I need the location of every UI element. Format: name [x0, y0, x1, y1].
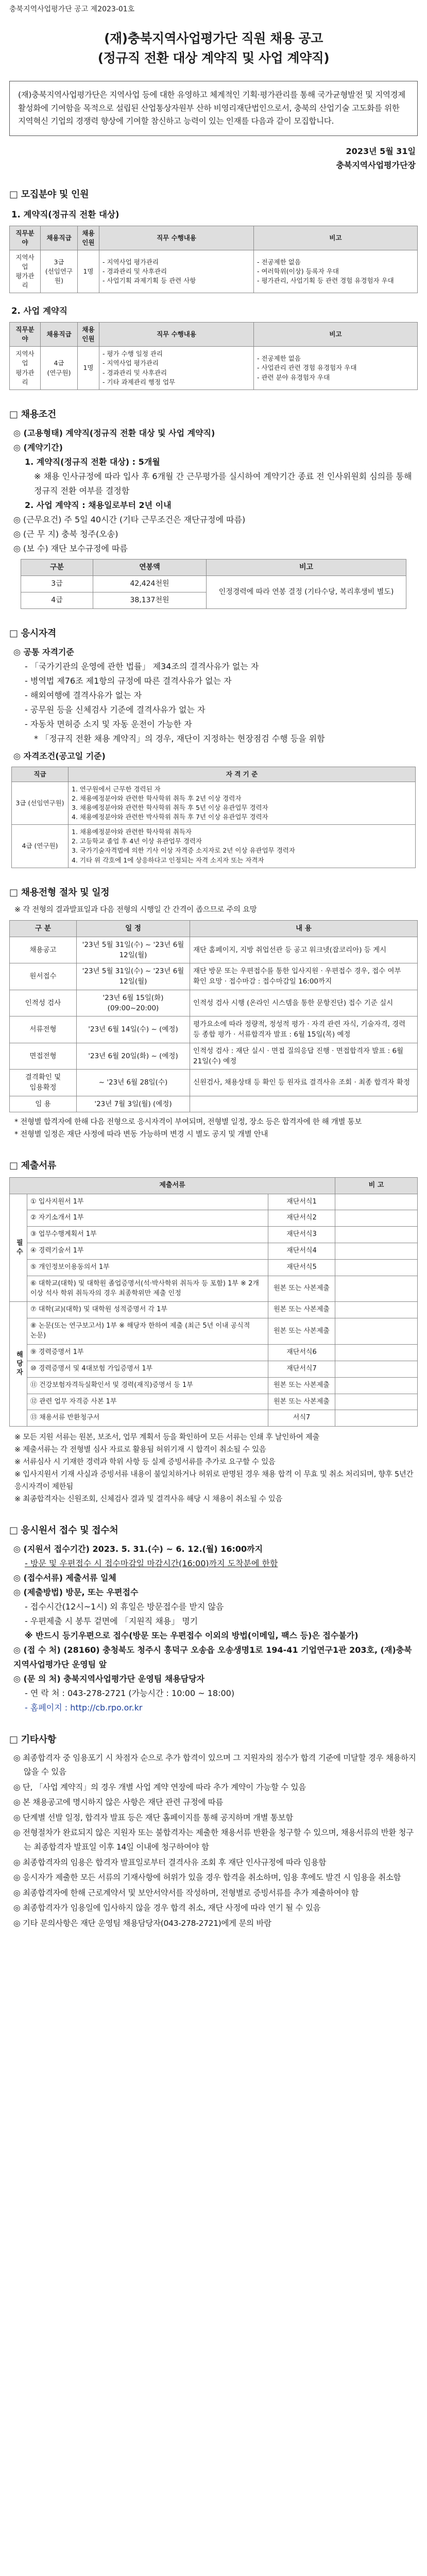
intro-box: (재)충북지역사업평가단은 지역사업 등에 대한 유영하고 체계적인 기획·평가관리를 통해 국가균형발전 및 지역경제 활성화에 기여함을 목적으로 설립된 산업통상자원부 산하 비영리재단법인으로서, 충북의 산업기술 고도화를 위한 지역혁신 기업의 경쟁력 향상에 기여할 참신하고 능력이 있는 인재를 다음과 같이 모집합니다.: [9, 81, 418, 136]
documents-notes: [9, 1432, 418, 1506]
pay-remark: 인정경력에 따라 연봉 결정 (기타수당, 복리후생비 별도): [207, 575, 406, 608]
pay-amount: 38,137천원: [93, 592, 207, 608]
remark-item: - 전공제한 없음: [257, 354, 301, 363]
work-hours: ◎ (근무요건) 주 5일 40시간 (기타 근무조건은 재단규정에 따름): [13, 514, 246, 524]
salary-label: ◎ (보 수) 재단 보수규정에 따름: [13, 543, 128, 553]
doc-note: 원본 또는 사본제출: [268, 1302, 335, 1318]
duty-item: - 지역사업 평가관리: [103, 258, 159, 266]
content-cell: 재단 홈페이지, 지방 취업선관 등 공고 워크넷(잡코리아) 등 게시: [190, 937, 418, 963]
application-method-item: - 접수시간(12시~1시) 외 휴일은 방문접수를 받지 않음: [25, 1601, 224, 1612]
doc-note-line: ※ 제출서류는 각 전형별 심사 자료로 활용됨 허위기재 시 합격이 취소될 수 있음: [14, 1446, 266, 1454]
req-items: [69, 825, 416, 868]
section-application: □ 응시원서 접수 및 접수처: [9, 1524, 118, 1536]
criteria-note: * 「정규직 전환 채용 계약직」의 경우, 재단이 지정하는 현장점검 수행 등을 위함: [34, 733, 325, 743]
field-cell: 지역사업 평가관리: [10, 250, 41, 293]
table-row: [10, 1243, 418, 1260]
date-cell: '23년 6월 14일(수) ~ (예정): [77, 1016, 190, 1043]
table-header: 비고: [207, 559, 406, 575]
content-cell: 인적성 검사 : 재단 실시 · 면접 질의응답 진행 · 면접합격자 발표 : 6월 21일(수) 예정: [190, 1043, 418, 1070]
count-cell: 1명: [78, 347, 99, 390]
table-header: 연봉액: [93, 559, 207, 575]
pay-table: [21, 559, 406, 609]
req-item: 4. 기타 위 각호에 1에 상응하다고 인정되는 자격 소지자 또는 자격자: [72, 856, 264, 864]
table-row: [10, 1259, 418, 1276]
table-row: [10, 1377, 418, 1394]
req-items: [69, 782, 416, 825]
etc-item: ◎ 단, 「사업 계약직」의 경우 개별 사업 계약 연장에 따라 추가 계약이 가능할 수 있음: [13, 1782, 306, 1792]
table-header-row: [10, 1177, 418, 1194]
doc-item: ② 자기소개서 1부: [27, 1210, 268, 1227]
table-header: 일 정: [77, 921, 190, 937]
table-row: [10, 1227, 418, 1243]
doc-item: ⑨ 경력증명서 1부: [27, 1345, 268, 1361]
table-row: [10, 1345, 418, 1361]
qualifications-body: [9, 645, 418, 764]
doc-extra: [335, 1194, 418, 1210]
table-header: 채용직급: [41, 323, 78, 347]
remarks-cell: [254, 347, 418, 390]
doc-extra: [335, 1302, 418, 1318]
req-item: 3. 채용예정분야와 관련한 학사학위 취득 후 5년 이상 유관업무 경력자: [72, 803, 268, 811]
employment-type: ◎ (고용형태) 계약직(정규직 전환 대상 및 사업 계약직): [13, 428, 215, 438]
criteria-item: - 병역법 제76조 제1항의 규정에 따른 결격사유가 없는 자: [25, 675, 232, 686]
req-table: [11, 767, 416, 868]
fields-table-1: [9, 226, 418, 294]
table-row: [10, 990, 418, 1016]
contract-period-1: 1. 계약직(정규직 전환 대상) : 5개월: [25, 456, 160, 467]
title-line-2: (정규직 전환 대상 계약직 및 사업 계약직): [97, 50, 330, 66]
doc-note-line: ※ 최종합격자는 신원조회, 신체검사 결과 및 결격사유 해당 시 채용이 취소될 수 있음: [14, 1495, 283, 1503]
doc-extra: [335, 1345, 418, 1361]
date-cell: '23년 6월 20일(화) ~ (예정): [77, 1043, 190, 1070]
remark-item: - 전공제한 없음: [257, 258, 301, 266]
date-cell: '23년 5월 31일(수) ~ '23년 6월 12일(월): [77, 963, 190, 990]
stage-cell: 채용공고: [10, 937, 77, 963]
pay-amount: 42,424천원: [93, 575, 207, 592]
doc-note: 재단서식3: [268, 1227, 335, 1243]
doc-item: ③ 업무수행계획서 1부: [27, 1227, 268, 1243]
table-row: [10, 1410, 418, 1427]
section-etc: □ 기타사항: [9, 1734, 57, 1745]
table-header: 내 용: [190, 921, 418, 937]
fields-table-2: [9, 322, 418, 390]
req-item: 4. 채용예정분야와 관련한 박사학위 취득 후 7년 이상 유관업무 경력자: [72, 813, 268, 821]
table-row: [12, 825, 416, 868]
duty-item: - 경과관리 및 사후관리: [103, 368, 167, 377]
grade-cell: 4급 (연구원): [41, 347, 78, 390]
schedule-note: * 전형별 일정은 재단 사정에 따라 변동 가능하며 변경 시 별도 공지 및 개별 안내: [14, 1130, 268, 1139]
doc-item: ⑥ 대학교(대학) 및 대학원 졸업증명서(석·박사학위 취득자 등 포함) 1부 ※ 2개 이상 석사 학위 취득자의 경우 최종학위만 제출 인정: [27, 1276, 268, 1302]
section-qualifications: □ 응시자격: [9, 628, 57, 639]
subsection-project-contract: 2. 사업 계약직: [11, 306, 67, 316]
duty-item: - 경과관리 및 사후관리: [103, 267, 167, 276]
table-row: [10, 1070, 418, 1096]
doc-note-line: ※ 모든 지원 서류는 원본, 보조서, 업무 계획서 등을 확인하여 모든 서류는 인쇄 후 날인하여 제출: [14, 1433, 320, 1442]
table-row: [10, 1043, 418, 1070]
doc-note: 서식7: [268, 1410, 335, 1427]
doc-note: 원본 또는 사본제출: [268, 1318, 335, 1345]
doc-note: 재단서식7: [268, 1361, 335, 1377]
etc-item: ◎ 단계별 선발 일정, 합격자 발표 등은 재단 홈페이지를 통해 공지하며 개별 통보함: [13, 1812, 293, 1822]
section-conditions: □ 채용조건: [9, 409, 57, 420]
doc-extra: [335, 1394, 418, 1410]
contact-phone: - 연 락 처 : 043-278-2721 (가능시간 : 10:00 ~ 18:00): [25, 1688, 235, 1698]
subsection-regular-contract: 1. 계약직(정규직 전환 대상): [11, 210, 119, 220]
count-cell: 1명: [78, 250, 99, 293]
criteria-item: - 공무원 등을 신체검사 기준에 결격사유가 없는 자: [25, 704, 206, 715]
table-header: 비고: [254, 226, 418, 250]
application-method-item: - 우편제출 시 봉투 겉면에 「지원직 채용」 명기: [25, 1616, 198, 1626]
table-header: 자 격 기 준: [69, 767, 416, 782]
table-row: [21, 575, 406, 592]
duty-item: - 사업기획 과제기획 등 관련 사항: [103, 277, 196, 285]
table-header-row: [12, 767, 416, 782]
etc-item: ◎ 최종합격자의 임용은 합격자 발표일로부터 결격사유 조회 후 재단 인사규정에 따라 임용함: [13, 1857, 327, 1867]
doc-note: 재단서식6: [268, 1345, 335, 1361]
table-row: [12, 782, 416, 825]
application-method: ◎ (제출방법) 방문, 또는 우편접수: [13, 1587, 139, 1597]
req-criteria-label: ◎ 자격조건(공고일 기준): [13, 751, 106, 761]
stage-cell: 원서접수: [10, 963, 77, 990]
content-cell: 신원검사, 채용상태 등 확인 등 원자료 결격사유 조회 · 최종 합격자 확정: [190, 1070, 418, 1096]
content-cell: 평가요소에 따라 정량적, 정성적 평가 · 자격 관련 자식, 기술자격, 경력 등 종합 평가 · 서류합격자 발표 : 6월 15일(목) 예정: [190, 1016, 418, 1043]
table-row: [10, 1394, 418, 1410]
schedule-table: [9, 920, 418, 1112]
pay-grade: 4급: [21, 592, 93, 608]
etc-item: ◎ 최종합격자 중 임용포기 시 차점자 순으로 추가 합격이 있으며 그 지원자의 점수가 합격 기준에 미달할 경우 채용하지 않을 수 있음: [13, 1753, 416, 1777]
criteria-item: - 자동차 면허증 소지 및 자동 운전이 가능한 자: [25, 719, 192, 729]
section-recruitment-fields: □ 모집분야 및 인원: [9, 189, 89, 200]
doc-note: 재단서식1: [268, 1194, 335, 1210]
notice-number: 충북지역사업평가단 공고 제2023-01호: [9, 5, 135, 13]
date-signature: [9, 144, 418, 172]
doc-note: 재단서식4: [268, 1243, 335, 1260]
doc-extra: [335, 1210, 418, 1227]
duty-item: - 평가 수행 일정 관리: [103, 350, 163, 358]
table-row: [10, 1210, 418, 1227]
criteria-item: - 「국가기관의 운영에 관한 법률」 제34조의 결격사유가 없는 자: [25, 661, 259, 671]
table-header: 비고: [254, 323, 418, 347]
doc-extra: [335, 1259, 418, 1276]
field-cell: 지역사업 평가관리: [10, 347, 41, 390]
contact-label: ◎ (문 의 처) 충북지역사업평가단 운영팀 채용담당자: [13, 1673, 205, 1684]
schedule-desc: ※ 각 전형의 결과발표일과 다음 전형의 시행일 간 간격이 좁으므로 주의 요망: [14, 905, 257, 914]
table-header: 직무 수행내용: [99, 226, 254, 250]
conditions-body: [9, 426, 418, 556]
doc-note-line: ※ 서류심사 시 기재한 경력과 학위 사항 등 실제 증빙서류를 추가로 요구할 수 있음: [14, 1458, 276, 1467]
remark-item: - 사업관리 관련 경험 유경험자 우대: [257, 364, 357, 372]
docs-group-required: 필수: [10, 1194, 27, 1302]
homepage-link[interactable]: - 홈페이지 : http://cb.rpo.or.kr: [25, 1702, 143, 1713]
doc-extra: [335, 1318, 418, 1345]
notice-date: 2023년 5월 31일: [346, 146, 416, 156]
application-deadline-note: - 방문 및 우편접수 시 접수마감일 마감시간(16:00)까지 도착분에 한함: [25, 1558, 278, 1568]
etc-item: ◎ 응시자가 제출한 모든 서류의 기재사항에 허위가 있을 경우 합격을 취소하며, 임용 후에도 발견 시 임용을 취소함: [13, 1873, 401, 1883]
schedule-notes: [9, 1116, 418, 1141]
application-docs: ◎ (접수서류) 제출서류 일체: [13, 1572, 116, 1583]
table-header: 제출서류: [10, 1177, 335, 1194]
grade-cell: 3급 (선임연구원): [41, 250, 78, 293]
doc-extra: [335, 1243, 418, 1260]
content-cell: [190, 1096, 418, 1112]
application-address: ◎ (접 수 처) (28160) 충청북도 청주시 흥덕구 오송읍 오송생명1로 194-41 기업연구1관 203호, (재)충북지역사업평가단 운영팀 앞: [13, 1645, 412, 1669]
doc-item: ⑪ 건강보험자격득실확인서 및 경력(재직)증명서 등 1부: [27, 1377, 268, 1394]
req-item: 3. 국가기술자격법에 의한 기사 이상 자격증 소지자로 2년 이상 유관업무 경력자: [72, 846, 295, 855]
table-header: 구 분: [10, 921, 77, 937]
contract-period-note: ※ 채용 인사규정에 따라 입사 후 6개월 간 근무평가를 실시하여 계약기간 종료 전 인사위원회 심의를 통해 정규직 전환 여부를 결정함: [34, 471, 412, 496]
doc-extra: [335, 1361, 418, 1377]
table-row: [10, 1194, 418, 1210]
table-header: 비 고: [335, 1177, 418, 1194]
doc-note: 원본 또는 사본제출: [268, 1394, 335, 1410]
duties-cell: [99, 250, 254, 293]
application-period: ◎ (지원서 접수기간) 2023. 5. 31.(수) ~ 6. 12.(월) 16:00까지: [13, 1544, 263, 1554]
table-header: 직무 수행내용: [99, 323, 254, 347]
doc-item: ⑤ 개인정보이용동의서 1부: [27, 1259, 268, 1276]
duty-item: - 지역사업 평가관리: [103, 359, 159, 367]
table-header-row: [10, 323, 418, 347]
table-header: 구분: [21, 559, 93, 575]
section-schedule: □ 채용전형 절차 및 일정: [9, 887, 110, 898]
doc-item: ① 입사지원서 1부: [27, 1194, 268, 1210]
title-line-1: (재)충북지역사업평가단 직원 채용 공고: [104, 30, 323, 46]
docs-group-optional: 해당자: [10, 1302, 27, 1427]
table-row: [10, 347, 418, 390]
etc-list: [9, 1751, 418, 1931]
doc-note: 원본 또는 사본제출: [268, 1276, 335, 1302]
doc-item: ⑩ 경력증명서 및 4대보험 가입증명서 1부: [27, 1361, 268, 1377]
req-table-wrap: [9, 764, 418, 868]
table-header: 직무분야: [10, 323, 41, 347]
section-documents: □ 제출서류: [9, 1160, 57, 1171]
req-grade: 4급 (연구원): [12, 825, 69, 868]
contract-period-label: ◎ (계약기간): [13, 442, 63, 452]
remark-item: - 여러학위(이상) 등록자 우대: [257, 267, 339, 276]
stage-cell: 결격확인 및 임용확정: [10, 1070, 77, 1096]
stage-cell: 인적성 검사: [10, 990, 77, 1016]
table-row: [10, 1302, 418, 1318]
remark-item: - 관련 분야 유경험자 우대: [257, 373, 330, 381]
doc-note: 재단서식2: [268, 1210, 335, 1227]
table-row: [10, 1318, 418, 1345]
doc-note: 원본 또는 사본제출: [268, 1377, 335, 1394]
date-cell: '23년 7월 3일(월) (예정): [77, 1096, 190, 1112]
req-item: 2. 채용예정분야와 관련한 학사학위 취득 후 2년 이상 경력자: [72, 794, 242, 802]
req-item: 2. 고등학교 졸업 후 4년 이상 유관업무 경력자: [72, 837, 202, 845]
stage-cell: 임 용: [10, 1096, 77, 1112]
schedule-note: * 전형별 합격자에 한해 다음 전형으로 응시자격이 부여되며, 전형별 일정, 장소 등은 합격자에 한 해 개별 통보: [14, 1117, 362, 1126]
content-cell: 재단 방문 또는 우편접수를 통한 입사지원 · 우편접수 경우, 접수 여부 확인 요망 · 접수마감 : 접수마감일 16:00까지: [190, 963, 418, 990]
table-header: 채용인원: [78, 226, 99, 250]
duty-item: - 기타 과제관리 행정 업무: [103, 378, 176, 386]
duties-cell: [99, 347, 254, 390]
pay-grade: 3급: [21, 575, 93, 592]
req-grade: 3급 (선임연구원): [12, 782, 69, 825]
table-header: 채용직급: [41, 226, 78, 250]
doc-item: ⑬ 채용서류 반환청구서: [27, 1410, 268, 1427]
page-title: [9, 29, 418, 69]
doc-item: ⑧ 논문(또는 연구보고서) 1부 ※ 해당자 한하여 제출 (최근 5년 이내 공식적 논문): [27, 1318, 268, 1345]
table-row: [10, 250, 418, 293]
issuer: 충북지역사업평가단장: [336, 160, 416, 171]
common-criteria-label: ◎ 공통 자격기준: [13, 647, 74, 657]
work-location: ◎ (근 무 지) 충북 청주(오송): [13, 529, 118, 539]
content-cell: 인적성 검사 시행 (온라인 시스템을 통한 문항진단) 접수 기준 실시: [190, 990, 418, 1016]
contract-period-2: 2. 사업 계약직 : 채용일로부터 2년 이내: [25, 500, 172, 510]
table-header: 채용인원: [78, 323, 99, 347]
remarks-cell: [254, 250, 418, 293]
application-body: [9, 1542, 418, 1715]
doc-extra: [335, 1276, 418, 1302]
pay-table-wrap: [9, 556, 418, 609]
table-header-row: [21, 559, 406, 575]
table-header: 직무분야: [10, 226, 41, 250]
doc-item: ⑫ 관련 업무 자격증 사본 1부: [27, 1394, 268, 1410]
table-row: [10, 1096, 418, 1112]
date-cell: '23년 5월 31일(수) ~ '23년 6월 12일(월): [77, 937, 190, 963]
req-item: 1. 연구원에서 근무한 경력된 자: [72, 785, 161, 793]
doc-note-line: ※ 입사지원서 기재 사실과 증빙서류 내용이 불일치하거나 허위로 판명된 경우 채용 합격 이 무효 및 취소 처리되며, 향후 5년간 응시자격이 제한됨: [14, 1470, 414, 1491]
table-header: 직급: [12, 767, 69, 782]
doc-extra: [335, 1377, 418, 1394]
doc-item: ④ 경력기술서 1부: [27, 1243, 268, 1260]
table-header-row: [10, 921, 418, 937]
etc-item: ◎ 본 채용공고에 명시하지 않은 사항은 재단 관련 규정에 따름: [13, 1798, 224, 1807]
doc-item: ⑦ 대학(교)(대학) 및 대학원 성적증명서 각 1부: [27, 1302, 268, 1318]
table-row: [10, 1016, 418, 1043]
stage-cell: 서류전형: [10, 1016, 77, 1043]
etc-item: ◎ 최종합격자가 임용일에 입사하지 않을 경우 합격 취소, 재단 사정에 따라 연기 될 수 있음: [13, 1903, 321, 1913]
req-item: 1. 채용예정분야와 관련한 학사학위 취득자: [72, 828, 192, 836]
date-cell: ~ '23년 6월 28일(수): [77, 1070, 190, 1096]
table-row: [10, 963, 418, 990]
doc-note: 재단서식5: [268, 1259, 335, 1276]
stage-cell: 면접전형: [10, 1043, 77, 1070]
doc-extra: [335, 1410, 418, 1427]
application-method-warning: ※ 반드시 등기우편으로 접수(방문 또는 우편접수 이외의 방법(이메일, 팩스 등)은 접수불가): [25, 1630, 358, 1640]
date-cell: '23년 6월 15일(화) (09:00~20:00): [77, 990, 190, 1016]
criteria-item: - 해외여행에 결격사유가 없는 자: [25, 690, 142, 700]
remark-item: - 평가관리, 사업기획 등 관련 경험 유경험자 우대: [257, 277, 394, 285]
documents-table: [9, 1177, 418, 1427]
table-row: [10, 1361, 418, 1377]
etc-item: ◎ 기타 문의사항은 재단 운영팀 채용담당자(043-278-2721)에게 문의 바람: [13, 1918, 271, 1928]
table-header-row: [10, 226, 418, 250]
table-row: [10, 1276, 418, 1302]
etc-item: ◎ 최종합격자에 한해 근로계약서 및 보안서약서를 작성하며, 전형별로 증빙서류를 추가 제출하여야 함: [13, 1888, 359, 1897]
etc-item: ◎ 전형절차가 완료되지 않은 지원자 또는 불합격자는 제출한 채용서류 반환을 청구할 수 있으며, 채용서류의 반환 청구는 최종합격자 발표일 이후 14일 이내에 청구하여야 함: [13, 1828, 414, 1852]
table-row: [10, 937, 418, 963]
doc-extra: [335, 1227, 418, 1243]
